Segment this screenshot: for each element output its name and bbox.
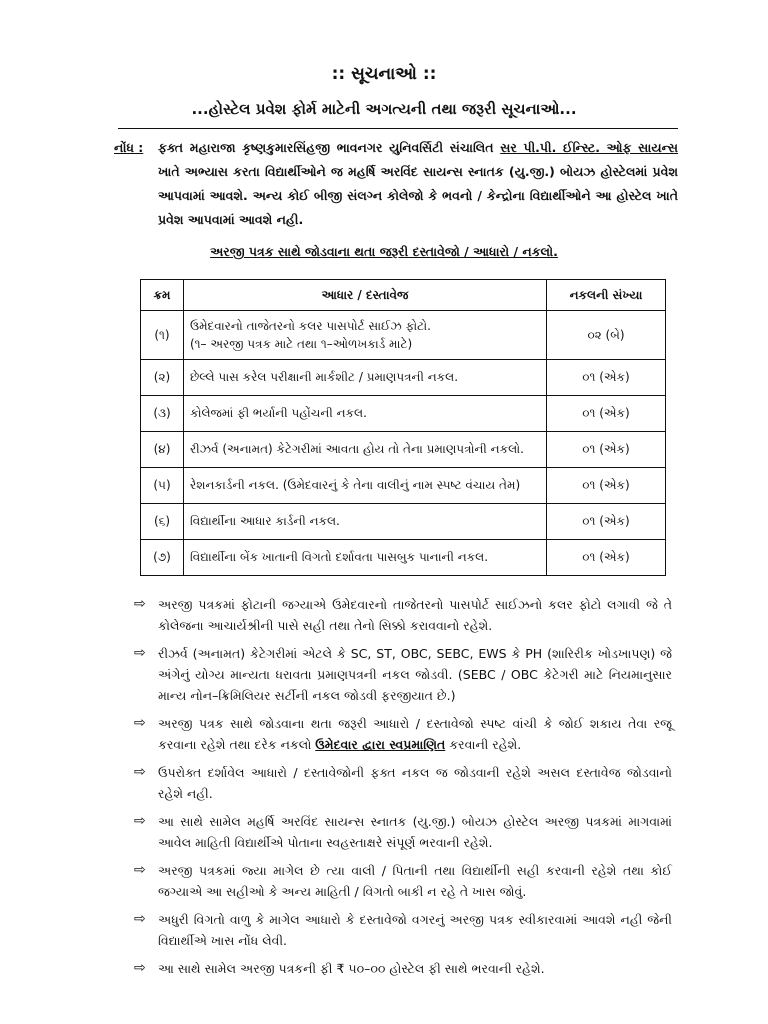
row-serial: (૧) bbox=[141, 311, 184, 360]
row-document: રીઝર્વ (અનામત) કેટેગરીમાં આવતા હોય તો તેના પ્રમાણપત્રોની નકલો. bbox=[184, 432, 547, 468]
list-item bbox=[132, 909, 672, 951]
list-item bbox=[132, 713, 672, 755]
list-item bbox=[132, 594, 672, 636]
arrow-right-icon: ⇨ bbox=[134, 813, 146, 829]
arrow-right-icon: ⇨ bbox=[134, 911, 146, 927]
row-copies: ૦૧ (એક) bbox=[547, 432, 666, 468]
list-item-text: આ સાથે સામેલ મહર્ષિ અરવિંદ સાયન્સ સ્નાતક (યુ.જી.) બોયઝ હોસ્ટેલ અરજી પત્રકમાં માગવામાં આવેલ માહિતી વિદ્યાર્થીએ પોતાના સ્વહસ્તાક્ષરે સંપૂર્ણ ભરવાની રહેશે. bbox=[158, 814, 672, 850]
table-header-row bbox=[141, 280, 666, 311]
list-item-text-before: અરજી પત્રક સાથે જોડવાના થતા જરૂરી આધારો / દસ્તાવેજો સ્પષ્ટ વાંચી કે જોઈ શકાય તેવા રજૂ કરવાના રહેશે તથા દરેક નકલો bbox=[158, 716, 672, 752]
arrow-right-icon: ⇨ bbox=[134, 645, 146, 661]
list-item bbox=[132, 860, 672, 902]
list-item bbox=[132, 643, 672, 706]
list-item-text: અધુરી વિગતો વાળુ કે માગેલ આધારો કે દસ્તાવેજો વગરનું અરજી પત્રક સ્વીકારવામાં આવશે નહી જેની વિદ્યાર્થીએ ખાસ નોંધ લેવી. bbox=[158, 912, 672, 948]
table-row bbox=[141, 504, 666, 540]
table-row bbox=[141, 311, 666, 360]
list-item-text-after: કરવાની રહેશે. bbox=[445, 737, 522, 752]
note-text-after: ખાતે અભ્યાસ કરતા વિદ્યાર્થીઓને જ મહર્ષિ અરવિંદ સાયન્સ સ્નાતક (યુ.જી.) બોયઝ હોસ્ટેલમાં પ્રવેશ આપવામાં આવશે. અન્ય કોઈ બીજી સંલગ્ન કોલેજો કે ભવનો / કેન્દ્રોના વિદ્યાર્થીઓને આ હોસ્ટેલ ખાતે પ્રવેશ આપવામાં આવશે નહી. bbox=[158, 164, 678, 227]
list-item-text: અરજી પત્રકમાં જ્યા માગેલ છે ત્યા વાલી / પિતાની તથા વિદ્યાર્થીની સહી કરવાની રહેશે તથા કોઈ જગ્યાએ આ સહીઓ કે અન્ય માહિતી / વિગતો બાકી ન રહે તે ખાસ જોવું. bbox=[158, 863, 672, 899]
row-serial: (૭) bbox=[141, 540, 184, 576]
list-item-text: આ સાથે સામેલ અરજી પત્રકની ફી ₹ ૫૦–૦૦ હોસ્ટેલ ફી સાથે ભરવાની રહેશે. bbox=[158, 961, 545, 976]
list-item bbox=[132, 958, 672, 979]
table-row bbox=[141, 468, 666, 504]
row-document: વિદ્યાર્થીના આધાર કાર્ડની નકલ. bbox=[184, 504, 547, 540]
arrow-right-icon: ⇨ bbox=[134, 596, 146, 612]
table-row bbox=[141, 360, 666, 396]
row-document: કોલેજમાં ફી ભર્યાની પહોંચની નકલ. bbox=[184, 396, 547, 432]
self-attested-emphasis: ઉમેદવાર દ્વારા સ્વપ્રમાણિત bbox=[315, 737, 446, 752]
row-serial: (૪) bbox=[141, 432, 184, 468]
page-subtitle: ...હોસ્ટેલ પ્રવેશ ફોર્મ માટેની અગત્યની તથા જરૂરી સૂચનાઓ... bbox=[191, 100, 577, 118]
header-copies: નકલની સંખ્યા bbox=[547, 280, 666, 311]
row-copies: ૦૧ (એક) bbox=[547, 504, 666, 540]
row-document-note: (૧– અરજી પત્રક માટે તથા ૧–ઓળખકાર્ડ માટે) bbox=[190, 337, 413, 351]
row-document: રેશનકાર્ડની નકલ. (ઉમેદવારનું કે તેના વાલીનું નામ સ્પષ્ટ વંચાય તેમ) bbox=[184, 468, 547, 504]
list-item-text bbox=[158, 713, 672, 755]
arrow-right-icon: ⇨ bbox=[134, 764, 146, 780]
table-row bbox=[141, 396, 666, 432]
row-serial: (૬) bbox=[141, 504, 184, 540]
header-document: આધાર / દસ્તાવેજ bbox=[184, 280, 547, 311]
list-item bbox=[132, 762, 672, 804]
note-label: નોંધ : bbox=[114, 140, 144, 155]
row-copies: ૦૧ (એક) bbox=[547, 540, 666, 576]
note-institute-name: સર પી.પી. ઈન્સ્ટિ. ઓફ સાયન્સ bbox=[500, 140, 678, 155]
row-serial: (૩) bbox=[141, 396, 184, 432]
row-copies: ૦૨ (બે) bbox=[547, 311, 666, 360]
instructions-list bbox=[132, 594, 672, 986]
row-document: વિદ્યાર્થીના બેંક ખાતાની વિગતો દર્શાવતા પાસબુક પાનાની નકલ. bbox=[184, 540, 547, 576]
page-title: :: સૂચનાઓ :: bbox=[331, 64, 437, 84]
table-row bbox=[141, 540, 666, 576]
row-copies: ૦૧ (એક) bbox=[547, 468, 666, 504]
list-item-text: રીઝર્વ (અનામત) કેટેગરીમાં એટલે કે SC, ST, OBC, SEBC, EWS કે PH (શારિરીક ખોડખાપણ) જે અંગેનું યોગ્ય માન્યતા ધરાવતા પ્રમાણપત્રની નકલ જોડવી. (SEBC / OBC કેટેગરી માટે નિયમાનુસાર માન્ય નોન–ક્રિમિલિયર સર્ટીની નકલ જોડવી ફરજીયાત છે.) bbox=[158, 646, 672, 703]
arrow-right-icon: ⇨ bbox=[134, 862, 146, 878]
row-document-line: ઉમેદવારનો તાજેતરનો કલર પાસપોર્ટ સાઈઝ ફોટો. bbox=[190, 319, 431, 333]
list-item-text: અરજી પત્રકમાં ફોટાની જગ્યાએ ઉમેદવારનો તાજેતરનો પાસપોર્ટ સાઈઝનો કલર ફોટો લગાવી જે તે કોલેજના આચાર્યશ્રીની પાસે સહી તથા તેનો સિક્કો કરાવવાનો રહેશે. bbox=[158, 597, 672, 633]
table-row bbox=[141, 432, 666, 468]
list-item bbox=[132, 811, 672, 853]
header-serial: ક્રમ bbox=[141, 280, 184, 311]
title-divider bbox=[118, 128, 678, 129]
documents-heading: અરજી પત્રક સાથે જોડવાના થતા જરૂરી દસ્તાવેજો / આધારો / નકલો. bbox=[210, 244, 558, 259]
row-copies: ૦૧ (એક) bbox=[547, 360, 666, 396]
row-document: છેલ્લે પાસ કરેલ પરીક્ષાની માર્કશીટ / પ્રમાણપત્રની નકલ. bbox=[184, 360, 547, 396]
list-item-text: ઉપરોક્ત દર્શાવેલ આધારો / દસ્તાવેજોની ફક્ત નકલ જ જોડવાની રહેશે અસલ દસ્તાવેજ જોડવાનો રહેશે નહી. bbox=[158, 765, 672, 801]
row-document bbox=[184, 311, 547, 360]
note-text-before: ફક્ત મહારાજા કૃષ્ણકુમારસિંહજી ભાવનગર યુનિવર્સિટી સંચાલિત bbox=[158, 140, 501, 155]
arrow-right-icon: ⇨ bbox=[134, 715, 146, 731]
arrow-right-icon: ⇨ bbox=[134, 960, 146, 976]
row-serial: (૫) bbox=[141, 468, 184, 504]
row-copies: ૦૧ (એક) bbox=[547, 396, 666, 432]
documents-table bbox=[140, 279, 666, 576]
row-serial: (૨) bbox=[141, 360, 184, 396]
note-text bbox=[158, 136, 678, 232]
